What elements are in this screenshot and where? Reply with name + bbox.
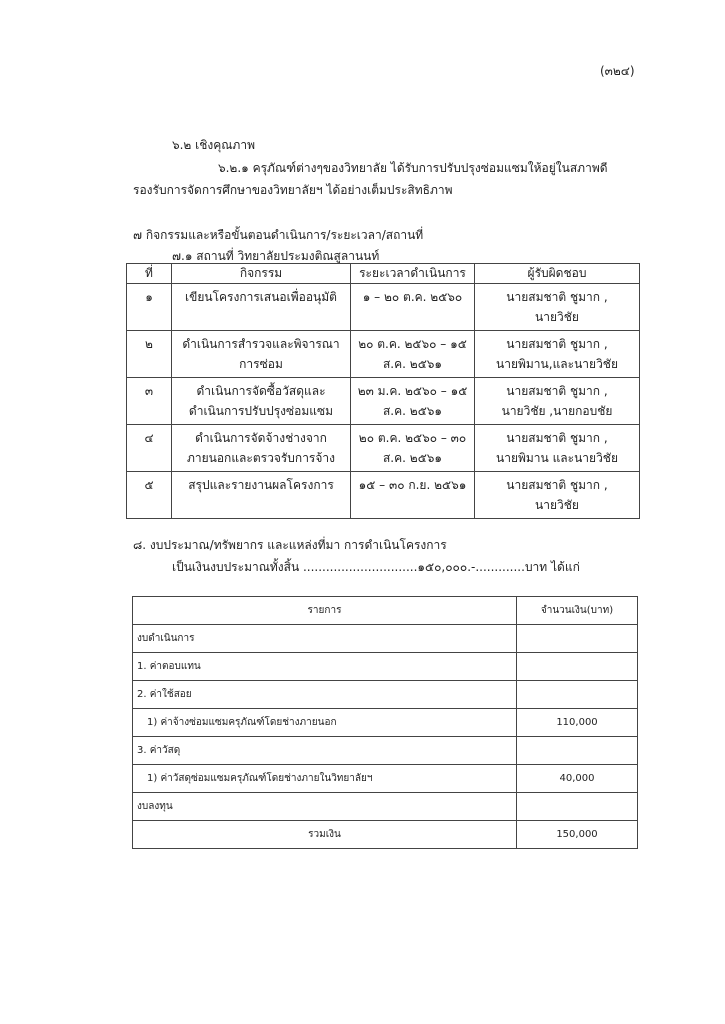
table-row — [133, 681, 638, 709]
cell-person-line: นายสมชาติ ชูมาก , — [506, 478, 608, 492]
header-amount: จำนวนเงิน(บาท) — [517, 597, 638, 625]
budget-table-header — [133, 597, 638, 625]
cell-period-line: ส.ค. ๒๕๖๑ — [382, 404, 443, 418]
cell-person-line: นายวิชัย — [535, 310, 579, 324]
section-8-heading: ๘. งบประมาณ/ทรัพยากร และแหล่งที่มา การดำเนินโครงการ — [133, 538, 447, 552]
cell-person — [475, 284, 640, 331]
cell-item: 1. ค่าตอบแทน — [133, 653, 517, 681]
section-7-1-location: ๗.๑ สถานที่ วิทยาลัยประมงติณสูลานนท์ — [172, 249, 380, 263]
cell-person-line: นายสมชาติ ชูมาก , — [506, 384, 608, 398]
cell-activity-line: ดำเนินการจัดซื้อวัสดุและ — [196, 384, 326, 398]
cell-amount — [517, 653, 638, 681]
cell-period-line: ส.ค. ๒๕๖๑ — [382, 451, 443, 465]
cell-activity — [172, 425, 351, 472]
cell-activity-line: สรุปและรายงานผลโครงการ — [188, 478, 334, 492]
cell-activity-line: เขียนโครงการเสนอเพื่ออนุมัติ — [185, 290, 337, 304]
cell-amount: 40,000 — [517, 765, 638, 793]
cell-activity-line: ดำเนินการจัดจ้างช่างจาก — [195, 431, 327, 445]
cell-period — [351, 472, 475, 519]
cell-activity — [172, 472, 351, 519]
cell-activity — [172, 331, 351, 378]
cell-period-line: ๑ – ๒๐ ต.ค. ๒๕๖๐ — [362, 290, 463, 304]
header-activity: กิจกรรม — [172, 264, 351, 284]
table-row — [127, 284, 640, 331]
table-row — [133, 653, 638, 681]
cell-activity-line: ภายนอกและตรวจรับการจ้าง — [186, 451, 336, 465]
section-6-2-heading: ๖.๒ เชิงคุณภาพ — [172, 138, 255, 152]
cell-period — [351, 284, 475, 331]
section-6-2-1-line1: ๖.๒.๑ ครุภัณฑ์ต่างๆของวิทยาลัย ได้รับการปรับปรุงซ่อมแซมให้อยู่ในสภาพดี — [218, 161, 608, 175]
header-item: รายการ — [133, 597, 517, 625]
table-row — [127, 378, 640, 425]
cell-period — [351, 331, 475, 378]
table-row — [127, 331, 640, 378]
cell-person-line: นายวิชัย ,นายกอบชัย — [501, 404, 613, 418]
cell-person-line: นายสมชาติ ชูมาก , — [506, 290, 608, 304]
cell-amount — [517, 793, 638, 821]
cell-amount — [517, 681, 638, 709]
header-period: ระยะเวลาดำเนินการ — [351, 264, 475, 284]
cell-item: 3. ค่าวัสดุ — [133, 737, 517, 765]
header-no: ที่ — [127, 264, 172, 284]
cell-person-line: นายพิมาน,และนายวิชัย — [496, 357, 618, 371]
table-row — [133, 737, 638, 765]
cell-amount — [517, 625, 638, 653]
total-amount: 150,000 — [517, 821, 638, 849]
cell-item: 1) ค่าจ้างซ่อมแซมครุภัณฑ์โดยช่างภายนอก — [133, 709, 517, 737]
cell-activity — [172, 378, 351, 425]
section-8-budget-total-line: เป็นเงินงบประมาณทั้งสิ้น ..............................๑๕๐,๐๐๐.-.............บาท ได้แก่ — [172, 560, 580, 574]
cell-activity-line: ดำเนินการปรับปรุงซ่อมแซม — [188, 404, 334, 418]
cell-item: งบลงทุน — [133, 793, 517, 821]
cell-no: ๒ — [127, 331, 172, 378]
table-row — [127, 425, 640, 472]
cell-item: 1) ค่าวัสดุซ่อมแซมครุภัณฑ์โดยช่างภายในวิทยาลัยฯ — [133, 765, 517, 793]
cell-no: ๑ — [127, 284, 172, 331]
table-row — [133, 709, 638, 737]
cell-person-line: นายพิมาน และนายวิชัย — [496, 451, 618, 465]
cell-no: ๕ — [127, 472, 172, 519]
cell-activity-line: การซ่อม — [239, 357, 283, 371]
cell-person-line: นายสมชาติ ชูมาก , — [506, 431, 608, 445]
header-person: ผู้รับผิดชอบ — [475, 264, 640, 284]
cell-person-line: นายวิชัย — [535, 498, 579, 512]
cell-activity — [172, 284, 351, 331]
cell-person — [475, 472, 640, 519]
cell-period — [351, 378, 475, 425]
budget-table — [132, 596, 638, 849]
table-row — [133, 793, 638, 821]
table-row — [127, 472, 640, 519]
total-row — [133, 821, 638, 849]
table-row — [133, 625, 638, 653]
cell-activity-line: ดำเนินการสำรวจและพิจารณา — [182, 337, 340, 351]
cell-person — [475, 331, 640, 378]
section-7-heading: ๗ กิจกรรมและหรือขั้นตอนดำเนินการ/ระยะเวลา/สถานที่ — [133, 228, 424, 242]
cell-period-line: ๒๐ ต.ค. ๒๕๖๐ – ๑๕ — [358, 337, 467, 351]
cell-amount — [517, 737, 638, 765]
section-6-2-1-line2: รองรับการจัดการศึกษาของวิทยาลัยฯ ได้อย่างเต็มประสิทธิภาพ — [133, 183, 453, 197]
cell-person — [475, 378, 640, 425]
cell-period-line: ๒๐ ต.ค. ๒๕๖๐ – ๓๐ — [358, 431, 467, 445]
table-row — [133, 765, 638, 793]
total-label: รวมเงิน — [133, 821, 517, 849]
cell-person — [475, 425, 640, 472]
cell-period-line: ๑๕ – ๓๐ ก.ย. ๒๕๖๑ — [358, 478, 467, 492]
page-number: (๓๒๔) — [600, 64, 635, 78]
cell-no: ๓ — [127, 378, 172, 425]
cell-person-line: นายสมชาติ ชูมาก , — [506, 337, 608, 351]
cell-item: งบดำเนินการ — [133, 625, 517, 653]
activity-table — [126, 263, 640, 519]
cell-period-line: ๒๓ ม.ค. ๒๕๖๐ – ๑๕ — [357, 384, 468, 398]
cell-no: ๔ — [127, 425, 172, 472]
cell-period — [351, 425, 475, 472]
activity-table-header — [127, 264, 640, 284]
cell-item: 2. ค่าใช้สอย — [133, 681, 517, 709]
cell-period-line: ส.ค. ๒๕๖๑ — [382, 357, 443, 371]
cell-amount: 110,000 — [517, 709, 638, 737]
